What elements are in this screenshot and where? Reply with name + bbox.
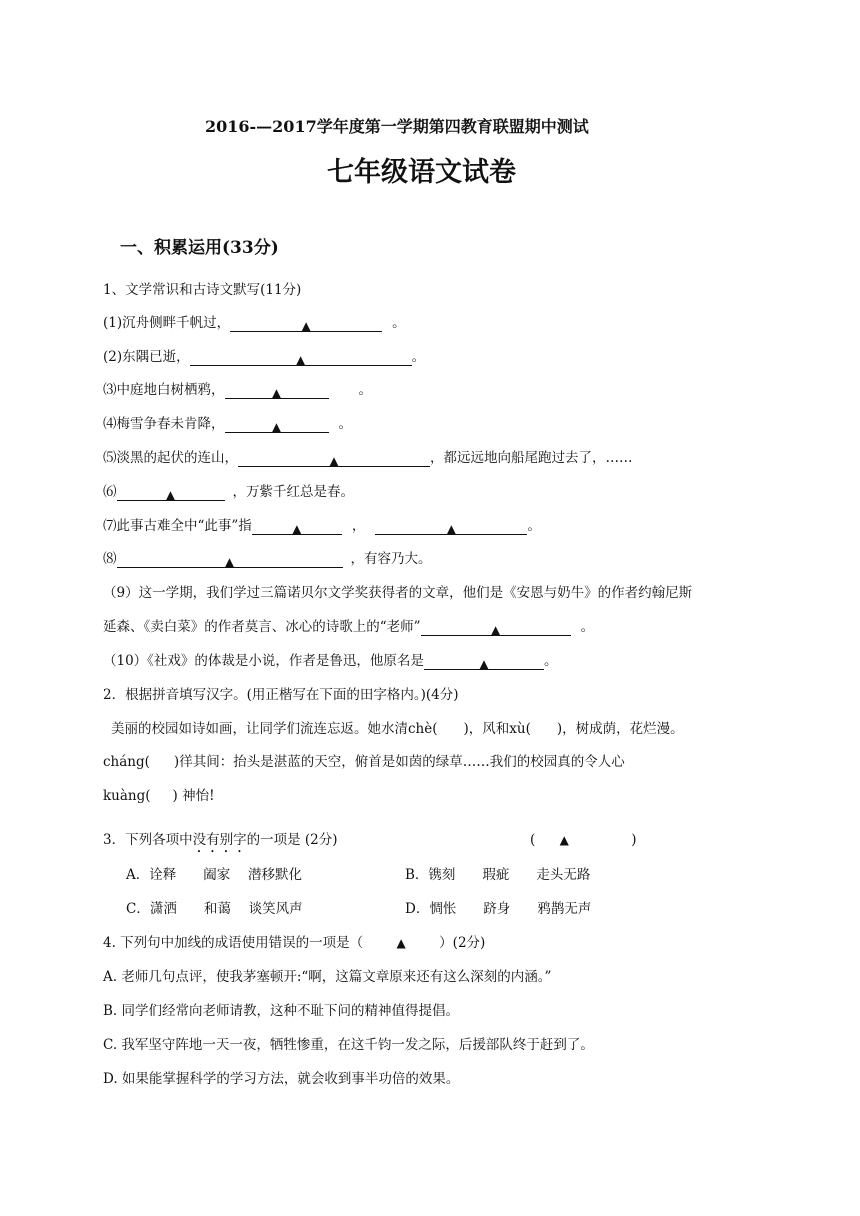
q3-option-a: A．诠释 阖家 潜移默化 [126, 867, 303, 883]
item-text: cháng( [103, 754, 150, 770]
item-text: (1)沉舟侧畔千帆过， [103, 315, 231, 331]
item-text: )，风和xù( [463, 721, 531, 737]
item-text: 。 [358, 382, 372, 398]
item-text: ⑷梅雪争春未肯降， [103, 416, 225, 432]
answer-blank[interactable] [238, 452, 430, 467]
q3-answer-paren[interactable] [530, 831, 637, 849]
triangle-marker-icon: ▲ [301, 319, 311, 333]
q2-stem: 2．根据拼音填写汉字。(用正楷写在下面的田字格内。)(4分) [103, 687, 459, 703]
item-text: （10）《社戏》的体裁是小说，作者是鲁迅，他原名是 [103, 653, 424, 669]
q1-item-5 [103, 449, 633, 467]
item-text: ，都远远地向船尾跑过去了，…… [430, 450, 633, 466]
triangle-marker-icon: ▲ [490, 623, 501, 637]
triangle-marker-icon: ▲ [224, 555, 235, 569]
q4-option-b: B. 同学们经常向老师请教，这种不耻下问的精神值得提倡。 [103, 1003, 460, 1019]
q3-stem [103, 831, 338, 856]
item-text: ）(2分) [439, 935, 486, 951]
item-text: 。 [411, 349, 426, 365]
q4-stem [103, 934, 485, 952]
q1-item-10 [103, 652, 557, 670]
item-text: ⑻ [103, 551, 117, 567]
item-text: 4. 下列句中加线的成语使用错误的一项是（ [103, 935, 364, 951]
item-text: 。 [338, 416, 352, 432]
q1-item-7 [103, 517, 541, 535]
q1-item-8 [103, 550, 432, 568]
triangle-marker-icon: ▲ [271, 386, 282, 400]
q3-option-b: B．镌刻 瑕疵 走头无路 [405, 867, 591, 883]
triangle-marker-icon: ▲ [446, 522, 456, 536]
item-text: 。 [392, 315, 406, 331]
q4-option-c: C. 我军坚守阵地一天一夜，牺牲惨重，在这千钧一发之际，后援部队终于赶到了。 [103, 1037, 594, 1053]
item-text: ，有容乃大。 [350, 551, 432, 567]
answer-blank[interactable] [225, 418, 329, 433]
q1-item-3 [103, 381, 372, 399]
item-text: 。 [543, 653, 558, 669]
triangle-marker-icon: ▲ [559, 833, 569, 847]
answer-slot[interactable] [363, 934, 439, 952]
triangle-marker-icon: ▲ [479, 657, 489, 671]
item-text: 美丽的校园如诗如画，让同学们流连忘返。她水清chè( [111, 721, 438, 737]
answer-blank[interactable] [230, 317, 382, 332]
triangle-marker-icon: ▲ [165, 488, 176, 502]
q1-item-1 [103, 314, 406, 332]
triangle-marker-icon: ▲ [271, 420, 282, 434]
q2-line-1 [111, 720, 684, 738]
item-text: ，万紫千红总是春。 [232, 484, 354, 500]
q3-option-d: D．惆怅 跻身 鸦鹊无声 [405, 901, 592, 917]
item-text: ⑸淡黑的起伏的连山， [103, 450, 238, 466]
triangle-marker-icon: ▲ [296, 353, 306, 367]
answer-blank[interactable] [117, 553, 343, 568]
item-text: )徉其间：抬头是湛蓝的天空，俯首是如茵的绿草……我们的校园真的令人心 [173, 754, 625, 770]
answer-blank[interactable] [421, 621, 571, 636]
answer-blank[interactable] [117, 486, 225, 501]
exam-title: 七年级语文试卷 [327, 157, 516, 188]
emphasis-text: 没有别字 [192, 832, 247, 848]
section-heading: 一、积累运用(33分) [120, 238, 279, 258]
exam-subtitle: 2016-—2017学年度第一学期第四教育联盟期中测试 [205, 117, 589, 136]
answer-blank-1[interactable] [252, 520, 342, 535]
item-text: (2)东隅已逝， [103, 349, 190, 365]
item-text: 延森、《卖白菜》的作者莫言、冰心的诗歌上的“老师” [103, 619, 421, 635]
q4-option-a: A. 老师几句点评，使我茅塞顿开:“啊，这篇文章原来还有这么深刻的内涵。” [103, 969, 552, 985]
answer-blank[interactable] [424, 655, 544, 670]
q1-item-6 [103, 483, 354, 501]
q2-line-3 [103, 787, 215, 805]
q1-item-2 [103, 348, 425, 366]
answer-slot [535, 831, 631, 849]
item-text: 。 [527, 518, 541, 534]
triangle-marker-icon: ▲ [329, 454, 339, 468]
paren-open: ( [530, 832, 536, 848]
item-text: )，树成荫，花烂漫。 [556, 721, 684, 737]
item-text: ⑶中庭地白树栖鸦， [103, 382, 225, 398]
q4-option-d: D. 如果能掌握科学的学习方法，就会收到事半功倍的效果。 [103, 1071, 460, 1087]
q1-stem: 1、文学常识和古诗文默写(11分) [103, 282, 302, 298]
item-text: kuàng( [103, 788, 151, 804]
answer-blank[interactable] [190, 351, 412, 366]
item-text: ⑺此事古难全中“此事”指 [103, 518, 252, 534]
triangle-marker-icon: ▲ [292, 522, 302, 536]
item-text: ， [351, 518, 366, 534]
q1-item-9-line2 [103, 618, 594, 636]
item-text: 的一项是 (2分) [246, 832, 338, 848]
paren-close: ) [631, 832, 637, 848]
item-text: 。 [580, 619, 595, 635]
item-text: ) 神怡! [172, 788, 215, 804]
q3-option-c: C．潇洒 和蔼 谈笑风声 [126, 901, 303, 917]
item-text: 3．下列各项中 [103, 832, 193, 848]
triangle-marker-icon: ▲ [396, 936, 406, 950]
answer-blank-2[interactable] [375, 520, 527, 535]
answer-blank[interactable] [225, 384, 329, 399]
item-text: ⑹ [103, 484, 117, 500]
q1-item-9-line1: （9）这一学期，我们学过三篇诺贝尔文学奖获得者的文章，他们是《安恩与奶牛》的作者约翰尼斯 [103, 585, 693, 601]
q1-item-4 [103, 415, 352, 433]
q2-line-2 [103, 753, 625, 771]
